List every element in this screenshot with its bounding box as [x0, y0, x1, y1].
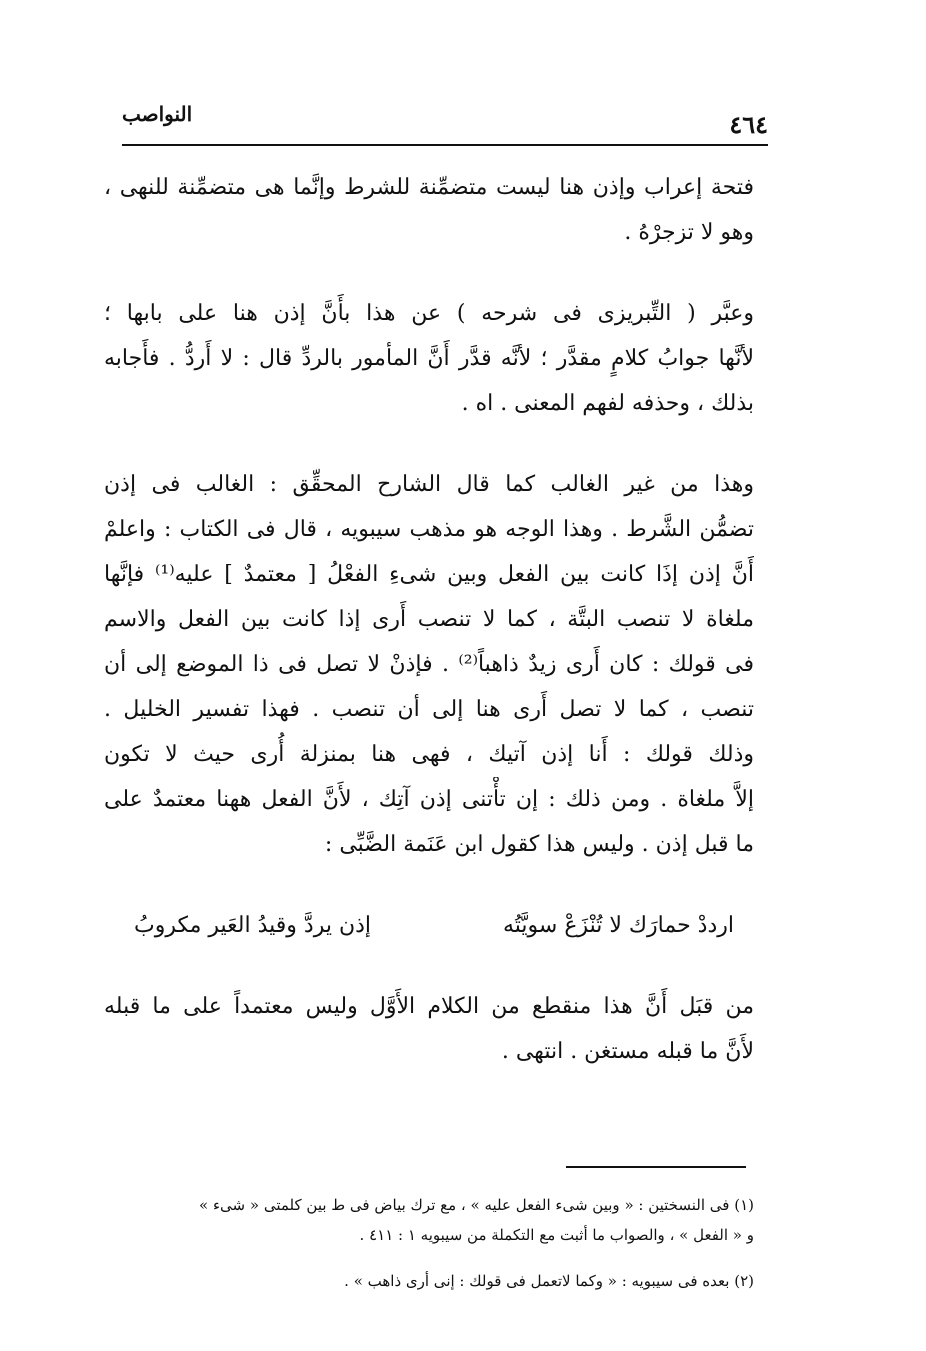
text-line: تنصب ، كما لا تصل أَرى هنا إلى أن تنصب . فهذا تفسير الخليل . [104, 697, 754, 722]
text-line: أَنَّ إذن إذَا كانت بين الفعل وبين شىءِ الفعْلُ [ معتمدٌ ] عليه⁽¹⁾ فإنَّها [104, 562, 754, 587]
header-rule [122, 144, 768, 146]
text-line: ملغاة لا تنصب البتَّة ، كما لا تنصب أَرى إذا كانت بين الفعل والاسم [104, 607, 754, 632]
text-line: من قبَل أَنَّ هذا منقطع من الكلام الأَوَّل وليس معتمداً على ما قبله [104, 994, 754, 1019]
closing-paragraph [104, 984, 754, 1074]
paragraph-1 [104, 165, 754, 255]
verse-first-hemistich: ارددْ حمارَك لا تُنْزَعْ سويَّتُه [502, 913, 734, 938]
footnotes [104, 1190, 754, 1296]
text-line: فتحة إعراب وإذن هنا ليست متضمِّنة للشرط وإنَّما هى متضمِّنة للنهى ، [104, 175, 754, 200]
footnote-separator [566, 1166, 746, 1168]
paragraph-3 [104, 462, 754, 867]
text-line: وذلك قولك : أَنا إذن آتيك ، فهى هنا بمنزلة أُرى حيث لا تكون [104, 742, 754, 767]
text-line: لأَنَّ ما قبله مستغن . انتهى . [501, 1039, 754, 1064]
footnote-line: و « الفعل » ، والصواب ما أثبت مع التكملة من سيبويه ١ : ٤١١ . [359, 1226, 754, 1244]
page-number: ٤٦٤ [729, 110, 768, 139]
text-line: بذلك ، وحذفه لفهم المعنى . اه . [461, 391, 754, 416]
running-title: النواصب [122, 102, 193, 126]
text-line: وهو لا تزجرْهُ . [624, 220, 754, 245]
text-line: تضمُّن الشَّرط . وهذا الوجه هو مذهب سيبويه ، قال فى الكتاب : واعلمْ [104, 517, 754, 542]
footnote-2 [104, 1266, 754, 1296]
text-line: وهذا من غير الغالب كما قال الشارح المحقِّق : الغالب فى إذن [104, 472, 754, 497]
text-line: ما قبل إذن . وليس هذا كقول ابن عَنَمة الضَّبِّى : [324, 832, 754, 857]
paragraph-2 [104, 291, 754, 426]
footnote-line: (١) فى النسختين : « وبين شىء الفعل عليه » ، مع ترك بياض فى ط بين كلمتى « شىء » [199, 1196, 754, 1214]
footnote-line: (٢) بعده فى سيبويه : « وكما لاتعمل فى قولك : إنى أرى ذاهب » . [344, 1272, 754, 1290]
text-line: لأنَّها جوابُ كلامٍ مقدَّر ؛ لأنَّه قدَّر أَنَّ المأمور بالردِّ قال : لا أَردُّ . فأَجابه [104, 346, 754, 371]
poetry-verse [134, 903, 734, 948]
text-line: إلاَّ ملغاة . ومن ذلك : إن تأْتنى إذن آتِك ، لأَنَّ الفعل ههنا معتمدٌ على [104, 787, 754, 812]
page-body [104, 165, 754, 1074]
page-header [122, 100, 768, 146]
text-line: وعبَّر ( التِّبريزى فى شرحه ) عن هذا بأَنَّ إذن هنا على بابها ؛ [104, 301, 754, 326]
footnote-1 [104, 1190, 754, 1250]
text-line: فى قولك : كان أَرى زيدٌ ذاهباً⁽²⁾ . فإذنْ لا تصل فى ذا الموضع إلى أن [104, 652, 754, 677]
verse-second-hemistich: إذن يردَّ وقيدُ العَير مكروبُ [134, 913, 372, 938]
